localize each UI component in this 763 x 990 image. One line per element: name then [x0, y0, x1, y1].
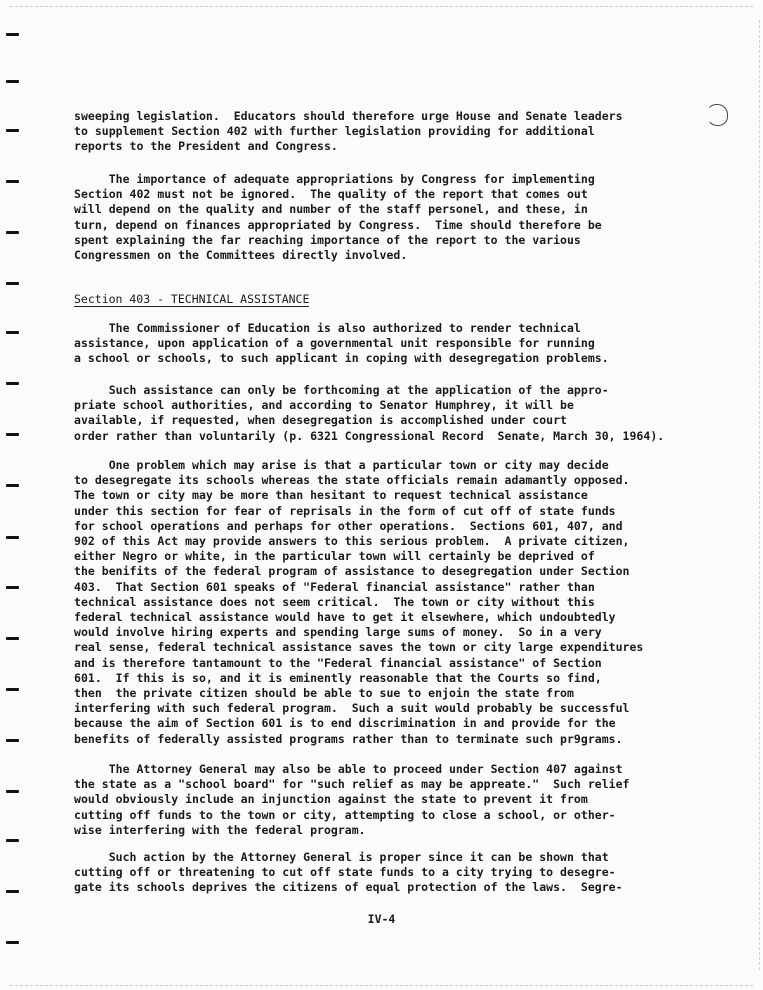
margin-tick — [6, 839, 19, 842]
margin-tick — [6, 331, 19, 334]
right-scan-edge — [759, 20, 760, 970]
margin-tick — [6, 637, 19, 640]
top-scan-edge — [10, 6, 753, 7]
margin-tick — [6, 180, 19, 183]
paragraph-4: Such assistance can only be forthcoming at the application of the appro- priate school authorities, and according to Senator Humphrey, it will be available, if requested, when desegregation is accomplished under court order rather than voluntarily (p. 6321 Congressional Record Senate, March 30, 1964). — [74, 383, 665, 443]
paragraph-7: Such action by the Attorney General is proper since it can be shown that cutting off or threatening to cut off state funds to a city trying to desegre- gate its schools deprives the citizens of equal protection of the laws. Segre- — [74, 850, 623, 895]
margin-tick — [6, 382, 19, 385]
margin-tick — [6, 890, 19, 893]
page-number: IV-4 — [367, 912, 396, 926]
margin-tick — [6, 80, 19, 83]
margin-tick — [6, 282, 19, 285]
bottom-scan-edge — [10, 985, 753, 986]
margin-tick — [6, 790, 19, 793]
binder-hole-mark — [706, 104, 728, 126]
margin-tick — [6, 688, 19, 691]
paragraph-6: The Attorney General may also be able to proceed under Section 407 against the state as a "school board" for "such relief as may be appreate." Such relief would obviously include an injunction against the state to prevent it from cutting off funds to the town or city, attempting to close a school, or other- wise interfering with the federal program. — [74, 762, 630, 837]
paragraph-1: sweeping legislation. Educators should therefore urge House and Senate leaders to supplement Section 402 with further legislation providing for additional reports to the President and Congress. — [74, 109, 623, 154]
margin-tick-marks — [6, 0, 20, 990]
paragraph-2: The importance of adequate appropriations by Congress for implementing Section 402 must not be ignored. The quality of the report that comes out will depend on the quality and number of the staff personel, and these, in turn, depend on finances appropriated by Congress. Time should therefore be spent explaining the far reaching importance of the report to the various Congressmen on the Committees directly involved. — [74, 172, 602, 263]
margin-tick — [6, 941, 19, 944]
section-heading — [74, 292, 309, 307]
margin-tick — [6, 586, 19, 589]
margin-tick — [6, 739, 19, 742]
paragraph-3: The Commissioner of Education is also authorized to render technical assistance, upon application of a governmental unit responsible for running a school or schools, to such applicant in coping with desegregation problems. — [74, 321, 609, 366]
paragraph-5: One problem which may arise is that a particular town or city may decide to desegregate its schools whereas the state officials remain adamantly opposed. The town or city may be more than hesitant to request technical assistance under this section for fear of reprisals in the form of cut off of state funds for school operations and perhaps for other operations. Sections 601, 407, and 902 of this Act may provide answers to this serious problem. A private citizen, either Negro or white, in the particular town will certainly be deprived of the benifits of the federal program of assistance to desegregation under Section 403. That Section 601 speaks of "Federal financial assistance" rather than technical assistance does not seem critical. The town or city without this federal technical assistance would have to get it elsewhere, which undoubtedly would involve hiring experts and spending large sums of money. So in a very real sense, federal technical assistance saves the town or city large expenditures and is therefore tantamount to the "Federal financial assistance" of Section 601. If this is so, and it is eminently reasonable that the Courts so find, then the private citizen should be able to sue to enjoin the state from interfering with such federal program. Such a suit would probably be successful because the aim of Section 601 is to end discrimination in and provide for the benefits of federally assisted programs rather than to terminate such pr9grams. — [74, 458, 644, 746]
margin-tick — [6, 484, 19, 487]
margin-tick — [6, 129, 19, 132]
margin-tick — [6, 433, 19, 436]
margin-tick — [6, 33, 19, 36]
margin-tick — [6, 536, 19, 539]
margin-tick — [6, 231, 19, 234]
section-heading-text: Section 403 - TECHNICAL ASSISTANCE — [74, 292, 310, 306]
